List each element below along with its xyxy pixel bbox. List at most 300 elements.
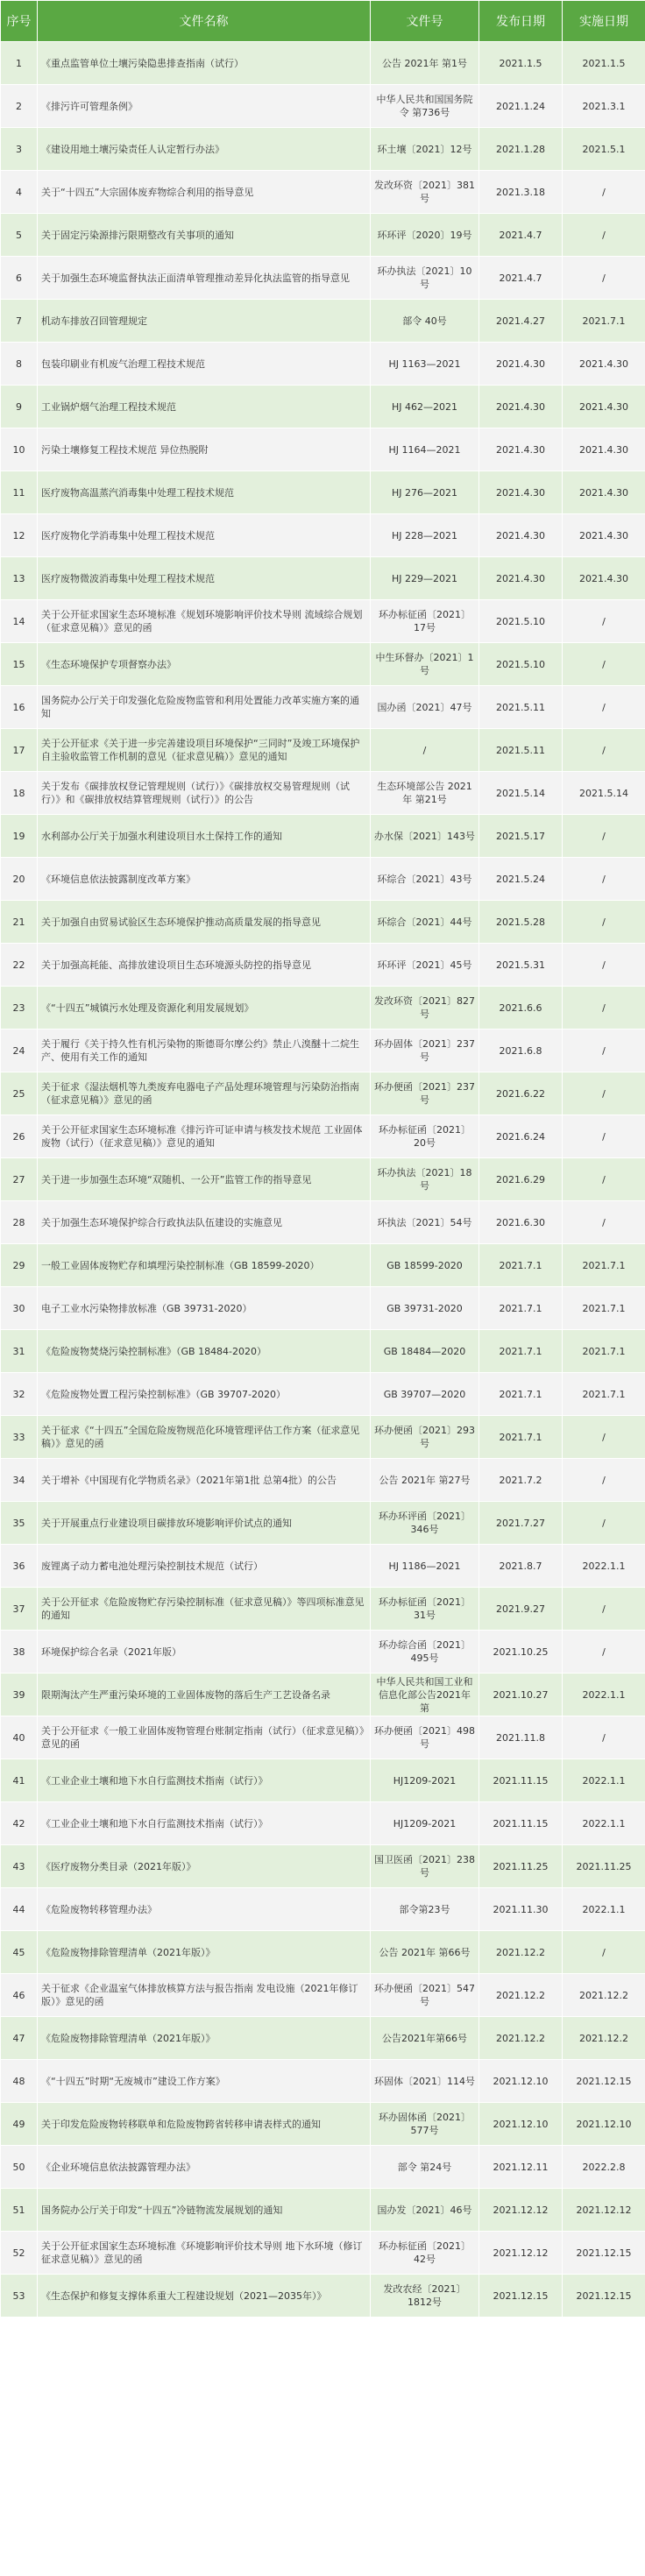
cell-serial-number: 2 [1, 85, 38, 128]
table-row [1, 643, 645, 686]
cell-document-name: 工业锅炉烟气治理工程技术规范 [38, 386, 371, 428]
cell-effective-date: / [563, 1459, 645, 1502]
cell-document-name: 水利部办公厅关于加强水利建设项目水土保持工作的通知 [38, 815, 371, 858]
cell-effective-date: / [563, 1502, 645, 1545]
cell-effective-date: 2022.2.8 [563, 2146, 645, 2189]
cell-effective-date: 2021.11.25 [563, 1845, 645, 1888]
cell-document-number: 环综合〔2021〕43号 [371, 858, 479, 901]
cell-serial-number: 42 [1, 1802, 38, 1845]
cell-serial-number: 7 [1, 300, 38, 343]
cell-document-number: 环办固体函〔2021〕577号 [371, 2103, 479, 2146]
cell-serial-number: 30 [1, 1287, 38, 1330]
cell-document-name: 污染土壤修复工程技术规范 异位热脱附 [38, 428, 371, 471]
table-row [1, 257, 645, 300]
cell-document-number: GB 39707—2020 [371, 1373, 479, 1416]
cell-document-name: 关于开展重点行业建设项目碳排放环境影响评价试点的通知 [38, 1502, 371, 1545]
cell-publish-date: 2021.4.7 [479, 214, 563, 257]
cell-serial-number: 13 [1, 557, 38, 600]
cell-publish-date: 2021.4.30 [479, 514, 563, 557]
cell-document-number: 国办函〔2021〕47号 [371, 686, 479, 729]
cell-document-number: 公告 2021年 第1号 [371, 42, 479, 85]
cell-serial-number: 5 [1, 214, 38, 257]
cell-serial-number: 39 [1, 1674, 38, 1716]
table-row [1, 171, 645, 214]
cell-document-number: 环办标征函〔2021〕17号 [371, 600, 479, 643]
cell-document-number: HJ 228—2021 [371, 514, 479, 557]
cell-serial-number: 46 [1, 1974, 38, 2017]
cell-document-name: 关于公开征求《一般工业固体废物管理台账制定指南（试行）（征求意见稿）》意见的函 [38, 1716, 371, 1759]
cell-publish-date: 2021.6.8 [479, 1030, 563, 1072]
cell-document-name: 国务院办公厅关于印发强化危险废物监管和利用处置能力改革实施方案的通知 [38, 686, 371, 729]
cell-document-name: 关于加强生态环境保护综合行政执法队伍建设的实施意见 [38, 1201, 371, 1244]
cell-effective-date: / [563, 1115, 645, 1158]
cell-document-name: 《危险废物处置工程污染控制标准》（GB 39707-2020） [38, 1373, 371, 1416]
cell-document-name: 关于加强高耗能、高排放建设项目生态环境源头防控的指导意见 [38, 944, 371, 987]
cell-document-name: 医疗废物化学消毒集中处理工程技术规范 [38, 514, 371, 557]
table-row [1, 1287, 645, 1330]
cell-document-name: 医疗废物微波消毒集中处理工程技术规范 [38, 557, 371, 600]
cell-publish-date: 2021.3.18 [479, 171, 563, 214]
cell-effective-date: / [563, 1416, 645, 1459]
cell-document-number: 生态环境部公告 2021年 第21号 [371, 772, 479, 815]
cell-document-name: 《医疗废物分类目录（2021年版）》 [38, 1845, 371, 1888]
header-serial-number: 序号 [1, 1, 38, 42]
cell-document-name: 关于公开征求国家生态环境标准《环境影响评价技术导则 地下水环境（修订征求意见稿）》意见的函 [38, 2232, 371, 2275]
cell-serial-number: 26 [1, 1115, 38, 1158]
cell-document-name: 关于“十四五”大宗固体废弃物综合利用的指导意见 [38, 171, 371, 214]
cell-serial-number: 31 [1, 1330, 38, 1373]
table-row [1, 2060, 645, 2103]
table-row [1, 1158, 645, 1201]
cell-document-number: 环办标征函〔2021〕31号 [371, 1588, 479, 1631]
cell-document-name: 《生态保护和修复支撑体系重大工程建设规划（2021—2035年）》 [38, 2275, 371, 2318]
cell-effective-date: 2022.1.1 [563, 1674, 645, 1716]
cell-document-name: 关于公开征求国家生态环境标准《排污许可证申请与核发技术规范 工业固体废物（试行）（征求意见稿）》意见的通知 [38, 1115, 371, 1158]
cell-document-number: HJ 229—2021 [371, 557, 479, 600]
cell-effective-date: 2022.1.1 [563, 1888, 645, 1931]
cell-effective-date: / [563, 643, 645, 686]
cell-document-number: 国卫医函〔2021〕238号 [371, 1845, 479, 1888]
cell-document-name: 《生态环境保护专项督察办法》 [38, 643, 371, 686]
cell-serial-number: 17 [1, 729, 38, 772]
cell-publish-date: 2021.6.22 [479, 1072, 563, 1115]
table-row [1, 557, 645, 600]
cell-effective-date: 2022.1.1 [563, 1802, 645, 1845]
table-row [1, 987, 645, 1030]
cell-document-name: 包装印刷业有机废气治理工程技术规范 [38, 343, 371, 386]
cell-effective-date: / [563, 815, 645, 858]
cell-effective-date: 2021.5.1 [563, 128, 645, 171]
cell-publish-date: 2021.11.8 [479, 1716, 563, 1759]
cell-publish-date: 2021.4.27 [479, 300, 563, 343]
table-row [1, 300, 645, 343]
cell-serial-number: 45 [1, 1931, 38, 1974]
cell-publish-date: 2021.9.27 [479, 1588, 563, 1631]
cell-serial-number: 33 [1, 1416, 38, 1459]
table-row [1, 1716, 645, 1759]
cell-serial-number: 38 [1, 1631, 38, 1674]
cell-publish-date: 2021.5.31 [479, 944, 563, 987]
header-publish-date: 发布日期 [479, 1, 563, 42]
cell-document-number: 部令第23号 [371, 1888, 479, 1931]
table-row [1, 1545, 645, 1588]
cell-serial-number: 28 [1, 1201, 38, 1244]
cell-serial-number: 32 [1, 1373, 38, 1416]
cell-effective-date: 2021.4.30 [563, 428, 645, 471]
cell-effective-date: 2022.1.1 [563, 1545, 645, 1588]
cell-document-number: GB 18484—2020 [371, 1330, 479, 1373]
table-row [1, 1502, 645, 1545]
cell-document-number: GB 39731-2020 [371, 1287, 479, 1330]
cell-document-name: 环境保护综合名录（2021年版） [38, 1631, 371, 1674]
cell-document-name: 《环境信息依法披露制度改革方案》 [38, 858, 371, 901]
cell-document-name: 废锂离子动力蓄电池处理污染控制技术规范（试行） [38, 1545, 371, 1588]
cell-document-number: 环土壤〔2021〕12号 [371, 128, 479, 171]
header-document-name: 文件名称 [38, 1, 371, 42]
cell-publish-date: 2021.11.15 [479, 1802, 563, 1845]
header-effective-date: 实施日期 [563, 1, 645, 42]
cell-serial-number: 4 [1, 171, 38, 214]
cell-serial-number: 25 [1, 1072, 38, 1115]
cell-document-number: 环环评〔2020〕19号 [371, 214, 479, 257]
cell-document-name: 《企业环境信息依法披露管理办法》 [38, 2146, 371, 2189]
table-row [1, 815, 645, 858]
cell-document-number: 环办标征函〔2021〕42号 [371, 2232, 479, 2275]
cell-document-name: 关于加强生态环境监督执法正面清单管理推动差异化执法监管的指导意见 [38, 257, 371, 300]
cell-document-number: 环办标征函〔2021〕20号 [371, 1115, 479, 1158]
cell-effective-date: / [563, 1631, 645, 1674]
table-row [1, 343, 645, 386]
cell-document-number: 环办便函〔2021〕498号 [371, 1716, 479, 1759]
cell-document-number: 公告2021年第66号 [371, 2017, 479, 2060]
table-row [1, 42, 645, 85]
cell-document-number: HJ1209-2021 [371, 1802, 479, 1845]
table-row [1, 1631, 645, 1674]
table-row [1, 386, 645, 428]
cell-document-number: 办水保〔2021〕143号 [371, 815, 479, 858]
cell-document-number: 发改环资〔2021〕827号 [371, 987, 479, 1030]
cell-publish-date: 2021.11.30 [479, 1888, 563, 1931]
cell-document-number: 环办环评函〔2021〕346号 [371, 1502, 479, 1545]
cell-serial-number: 24 [1, 1030, 38, 1072]
cell-effective-date: 2021.4.30 [563, 514, 645, 557]
cell-publish-date: 2021.5.28 [479, 901, 563, 944]
cell-publish-date: 2021.12.11 [479, 2146, 563, 2189]
table-body [1, 42, 645, 2318]
cell-document-name: 国务院办公厅关于印发“十四五”冷链物流发展规划的通知 [38, 2189, 371, 2232]
table-row [1, 1244, 645, 1287]
cell-document-name: 《“十四五”城镇污水处理及资源化利用发展规划》 [38, 987, 371, 1030]
cell-serial-number: 18 [1, 772, 38, 815]
cell-effective-date: / [563, 858, 645, 901]
table-row [1, 2017, 645, 2060]
cell-publish-date: 2021.10.27 [479, 1674, 563, 1716]
cell-document-number: 部令 40号 [371, 300, 479, 343]
cell-publish-date: 2021.8.7 [479, 1545, 563, 1588]
cell-document-name: 关于发布《碳排放权登记管理规则（试行）》《碳排放权交易管理规则（试行）》和《碳排放权结算管理规则（试行）》的公告 [38, 772, 371, 815]
table-row [1, 1201, 645, 1244]
cell-document-name: 《工业企业土壤和地下水自行监测技术指南（试行）》 [38, 1802, 371, 1845]
cell-document-name: 《危险废物转移管理办法》 [38, 1888, 371, 1931]
table-row [1, 1888, 645, 1931]
cell-serial-number: 50 [1, 2146, 38, 2189]
cell-document-name: 关于加强自由贸易试验区生态环境保护推动高质量发展的指导意见 [38, 901, 371, 944]
cell-document-number: 公告 2021年 第27号 [371, 1459, 479, 1502]
cell-document-number: HJ1209-2021 [371, 1759, 479, 1802]
cell-publish-date: 2021.4.30 [479, 343, 563, 386]
cell-document-number: 发改农经〔2021〕1812号 [371, 2275, 479, 2318]
cell-document-number: 环执法〔2021〕54号 [371, 1201, 479, 1244]
cell-document-number: GB 18599-2020 [371, 1244, 479, 1287]
cell-document-name: 医疗废物高温蒸汽消毒集中处理工程技术规范 [38, 471, 371, 514]
cell-document-name: 关于公开征求《关于进一步完善建设项目环境保护“三同时”及竣工环境保护自主验收监管工作机制的意见（征求意见稿）》意见的通知 [38, 729, 371, 772]
cell-effective-date: / [563, 1201, 645, 1244]
cell-document-number: 环办便函〔2021〕237号 [371, 1072, 479, 1115]
cell-publish-date: 2021.6.24 [479, 1115, 563, 1158]
table-row [1, 471, 645, 514]
cell-document-name: 《重点监管单位土壤污染隐患排查指南（试行） [38, 42, 371, 85]
cell-serial-number: 8 [1, 343, 38, 386]
cell-document-number: 中华人民共和国国务院令 第736号 [371, 85, 479, 128]
cell-publish-date: 2021.7.27 [479, 1502, 563, 1545]
cell-serial-number: 48 [1, 2060, 38, 2103]
table-row [1, 2146, 645, 2189]
cell-document-number: 环办执法〔2021〕18号 [371, 1158, 479, 1201]
cell-publish-date: 2021.5.10 [479, 643, 563, 686]
cell-effective-date: / [563, 1158, 645, 1201]
cell-publish-date: 2021.1.28 [479, 128, 563, 171]
cell-document-number: 国办发〔2021〕46号 [371, 2189, 479, 2232]
cell-effective-date: 2021.4.30 [563, 557, 645, 600]
cell-document-number: 环办固体〔2021〕237号 [371, 1030, 479, 1072]
cell-publish-date: 2021.4.30 [479, 386, 563, 428]
cell-publish-date: 2021.5.11 [479, 686, 563, 729]
cell-serial-number: 14 [1, 600, 38, 643]
cell-document-number: HJ 1186—2021 [371, 1545, 479, 1588]
cell-document-number: 环办执法〔2021〕10号 [371, 257, 479, 300]
cell-effective-date: / [563, 214, 645, 257]
cell-document-name: 关于进一步加强生态环境“双随机、一公开”监管工作的指导意见 [38, 1158, 371, 1201]
table-row [1, 1330, 645, 1373]
table-row [1, 428, 645, 471]
cell-document-number: 环办便函〔2021〕293号 [371, 1416, 479, 1459]
cell-document-name: 机动车排放召回管理规定 [38, 300, 371, 343]
cell-publish-date: 2021.12.2 [479, 1974, 563, 2017]
cell-effective-date: 2021.12.15 [563, 2275, 645, 2318]
cell-document-name: 《工业企业土壤和地下水自行监测技术指南（试行）》 [38, 1759, 371, 1802]
cell-effective-date: / [563, 1931, 645, 1974]
cell-document-name: 《“十四五”时期“无废城市”建设工作方案》 [38, 2060, 371, 2103]
cell-publish-date: 2021.7.1 [479, 1416, 563, 1459]
table-row [1, 1845, 645, 1888]
cell-publish-date: 2021.12.12 [479, 2189, 563, 2232]
cell-publish-date: 2021.7.1 [479, 1287, 563, 1330]
cell-effective-date: 2021.5.14 [563, 772, 645, 815]
cell-document-number: 环环评〔2021〕45号 [371, 944, 479, 987]
cell-document-name: 关于印发危险废物转移联单和危险废物跨省转移申请表样式的通知 [38, 2103, 371, 2146]
cell-effective-date: / [563, 600, 645, 643]
table-row [1, 1974, 645, 2017]
table-row [1, 901, 645, 944]
cell-serial-number: 44 [1, 1888, 38, 1931]
header-document-number: 文件号 [371, 1, 479, 42]
cell-publish-date: 2021.4.7 [479, 257, 563, 300]
table-row [1, 772, 645, 815]
table-row [1, 1416, 645, 1459]
cell-publish-date: 2021.1.5 [479, 42, 563, 85]
cell-document-name: 关于征求《湿法烟机等九类废弃电器电子产品处理环境管理与污染防治指南（征求意见稿）》意见的函 [38, 1072, 371, 1115]
cell-effective-date: 2021.4.30 [563, 471, 645, 514]
cell-document-number: 部令 第24号 [371, 2146, 479, 2189]
cell-publish-date: 2021.12.2 [479, 2017, 563, 2060]
cell-serial-number: 12 [1, 514, 38, 557]
cell-effective-date: / [563, 1588, 645, 1631]
cell-effective-date: 2021.12.10 [563, 2103, 645, 2146]
cell-publish-date: 2021.1.24 [479, 85, 563, 128]
cell-publish-date: 2021.11.25 [479, 1845, 563, 1888]
table-row [1, 2275, 645, 2318]
table-row [1, 1588, 645, 1631]
cell-document-number: HJ 1164—2021 [371, 428, 479, 471]
cell-serial-number: 29 [1, 1244, 38, 1287]
cell-publish-date: 2021.12.15 [479, 2275, 563, 2318]
table-row [1, 214, 645, 257]
cell-document-name: 关于固定污染源排污限期整改有关事项的通知 [38, 214, 371, 257]
cell-document-number: 环固体〔2021〕114号 [371, 2060, 479, 2103]
cell-publish-date: 2021.4.30 [479, 428, 563, 471]
cell-document-name: 关于履行《关于持久性有机污染物的斯德哥尔摩公约》禁止八溴醚十二烷生产、使用有关工作的通知 [38, 1030, 371, 1072]
cell-effective-date: / [563, 1716, 645, 1759]
cell-effective-date: 2021.7.1 [563, 300, 645, 343]
cell-effective-date: / [563, 1072, 645, 1115]
cell-effective-date: / [563, 944, 645, 987]
cell-effective-date: 2021.12.15 [563, 2232, 645, 2275]
cell-document-name: 关于征求《企业温室气体排放核算方法与报告指南 发电设施（2021年修订版）》意见的函 [38, 1974, 371, 2017]
cell-publish-date: 2021.5.17 [479, 815, 563, 858]
cell-serial-number: 15 [1, 643, 38, 686]
cell-serial-number: 53 [1, 2275, 38, 2318]
cell-effective-date: 2021.12.2 [563, 1974, 645, 2017]
cell-serial-number: 1 [1, 42, 38, 85]
cell-serial-number: 10 [1, 428, 38, 471]
cell-document-number: HJ 276—2021 [371, 471, 479, 514]
cell-publish-date: 2021.7.1 [479, 1373, 563, 1416]
cell-publish-date: 2021.4.30 [479, 557, 563, 600]
cell-document-name: 关于公开征求国家生态环境标准《规划环境影响评价技术导则 流域综合规划（征求意见稿）》意见的函 [38, 600, 371, 643]
cell-document-number: 环综合〔2021〕44号 [371, 901, 479, 944]
table-row [1, 1115, 645, 1158]
cell-publish-date: 2021.6.30 [479, 1201, 563, 1244]
cell-serial-number: 9 [1, 386, 38, 428]
cell-effective-date: 2021.7.1 [563, 1287, 645, 1330]
cell-serial-number: 37 [1, 1588, 38, 1631]
table-row [1, 600, 645, 643]
table-row [1, 686, 645, 729]
table-header-row [1, 1, 645, 42]
cell-document-number: HJ 1163—2021 [371, 343, 479, 386]
cell-document-number: 公告 2021年 第66号 [371, 1931, 479, 1974]
cell-serial-number: 22 [1, 944, 38, 987]
table-row [1, 729, 645, 772]
cell-serial-number: 34 [1, 1459, 38, 1502]
cell-document-name: 限期淘汰产生严重污染环境的工业固体废物的落后生产工艺设备名录 [38, 1674, 371, 1716]
cell-effective-date: 2021.12.2 [563, 2017, 645, 2060]
cell-publish-date: 2021.6.6 [479, 987, 563, 1030]
cell-publish-date: 2021.12.10 [479, 2103, 563, 2146]
table-row [1, 128, 645, 171]
cell-document-name: 关于增补《中国现有化学物质名录》（2021年第1批 总第4批）的公告 [38, 1459, 371, 1502]
cell-serial-number: 6 [1, 257, 38, 300]
cell-effective-date: 2021.12.15 [563, 2060, 645, 2103]
cell-document-name: 《危险废物排除管理清单（2021年版）》 [38, 2017, 371, 2060]
cell-serial-number: 16 [1, 686, 38, 729]
cell-effective-date: / [563, 686, 645, 729]
table-row [1, 1802, 645, 1845]
cell-effective-date: 2021.4.30 [563, 343, 645, 386]
cell-publish-date: 2021.4.30 [479, 471, 563, 514]
cell-effective-date: 2021.3.1 [563, 85, 645, 128]
cell-effective-date: 2021.4.30 [563, 386, 645, 428]
cell-document-name: 一般工业固体废物贮存和填埋污染控制标准（GB 18599-2020） [38, 1244, 371, 1287]
cell-serial-number: 23 [1, 987, 38, 1030]
table-row [1, 1373, 645, 1416]
table-row [1, 1759, 645, 1802]
cell-effective-date: 2021.7.1 [563, 1330, 645, 1373]
cell-publish-date: 2021.11.15 [479, 1759, 563, 1802]
cell-publish-date: 2021.5.24 [479, 858, 563, 901]
cell-publish-date: 2021.10.25 [479, 1631, 563, 1674]
table-row [1, 944, 645, 987]
table-row [1, 1459, 645, 1502]
cell-effective-date: / [563, 1030, 645, 1072]
cell-serial-number: 3 [1, 128, 38, 171]
cell-effective-date: 2022.1.1 [563, 1759, 645, 1802]
cell-serial-number: 43 [1, 1845, 38, 1888]
cell-publish-date: 2021.12.10 [479, 2060, 563, 2103]
cell-effective-date: / [563, 729, 645, 772]
cell-publish-date: 2021.7.1 [479, 1330, 563, 1373]
cell-effective-date: / [563, 257, 645, 300]
cell-publish-date: 2021.6.29 [479, 1158, 563, 1201]
cell-serial-number: 11 [1, 471, 38, 514]
cell-serial-number: 41 [1, 1759, 38, 1802]
cell-serial-number: 20 [1, 858, 38, 901]
table-row [1, 1931, 645, 1974]
cell-document-number: 发改环资〔2021〕381号 [371, 171, 479, 214]
cell-document-number: HJ 462—2021 [371, 386, 479, 428]
cell-publish-date: 2021.7.2 [479, 1459, 563, 1502]
cell-effective-date: / [563, 901, 645, 944]
cell-serial-number: 35 [1, 1502, 38, 1545]
cell-serial-number: 47 [1, 2017, 38, 2060]
cell-serial-number: 52 [1, 2232, 38, 2275]
table-row [1, 2189, 645, 2232]
cell-publish-date: 2021.7.1 [479, 1244, 563, 1287]
cell-document-name: 电子工业水污染物排放标准（GB 39731-2020） [38, 1287, 371, 1330]
cell-document-number: 环办便函〔2021〕547号 [371, 1974, 479, 2017]
table-row [1, 1030, 645, 1072]
table-row [1, 514, 645, 557]
cell-document-name: 《建设用地土壤污染责任人认定暂行办法》 [38, 128, 371, 171]
cell-document-name: 《排污许可管理条例》 [38, 85, 371, 128]
table-row [1, 85, 645, 128]
cell-serial-number: 19 [1, 815, 38, 858]
table-row [1, 1674, 645, 1716]
cell-effective-date: / [563, 987, 645, 1030]
cell-document-name: 《危险废物排除管理清单（2021年版）》 [38, 1931, 371, 1974]
cell-document-name: 关于公开征求《危险废物贮存污染控制标准（征求意见稿）》等四项标准意见的通知 [38, 1588, 371, 1631]
cell-publish-date: 2021.5.14 [479, 772, 563, 815]
